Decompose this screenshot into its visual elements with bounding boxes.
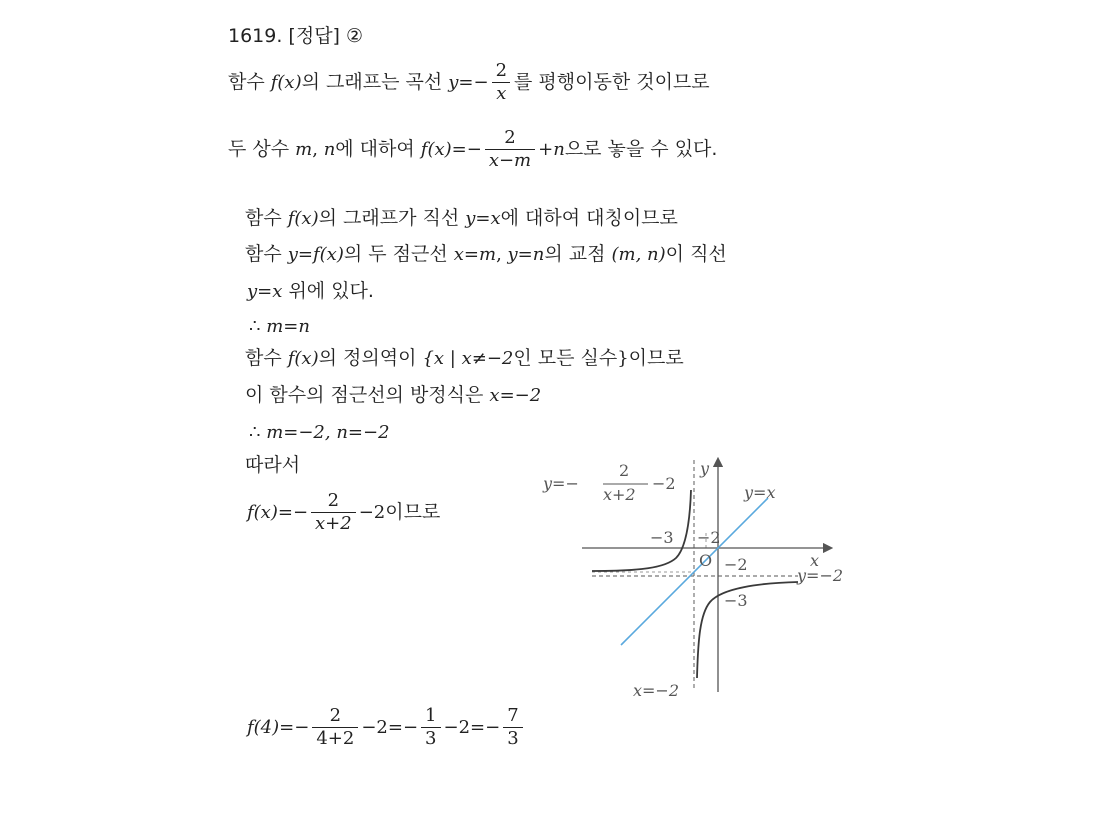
v-asymptote-label: x=−2	[633, 681, 680, 700]
answer-mark: ②	[346, 25, 364, 47]
eq-yx: y=x	[465, 208, 501, 229]
term: −2=−	[361, 717, 419, 738]
denominator: 3	[503, 727, 522, 750]
comma: ,	[496, 244, 508, 265]
fx-expr: f(x)	[247, 502, 278, 523]
origin-label: O	[699, 551, 713, 570]
denominator: x	[492, 82, 510, 105]
text: 함수	[245, 243, 288, 265]
numerator: 2	[495, 60, 508, 81]
plus: +	[538, 139, 554, 160]
eq-mn-values: m=−2, n=−2	[266, 422, 390, 443]
equals-minus: =−	[277, 502, 309, 523]
text: 의 그래프는 곡선	[301, 71, 449, 93]
tick-neg2-y: −2	[697, 528, 721, 547]
fx-expr: f(x)	[287, 208, 319, 229]
point-mn: (m, n)	[611, 244, 666, 265]
line-label: y=x	[744, 483, 776, 502]
n-var: n	[553, 139, 565, 160]
curve-label	[542, 461, 676, 504]
tick-neg3-y: −3	[724, 591, 748, 610]
numerator: 2	[329, 705, 342, 726]
text: 에 대하여	[335, 138, 421, 160]
text: 위에 있다.	[282, 280, 374, 302]
text: 의 교점	[544, 243, 612, 265]
curve-label-den: x+2	[603, 485, 636, 504]
denominator: x−m	[485, 149, 535, 172]
f4-expr: f(4)	[247, 717, 280, 738]
curve-label-suffix: −2	[652, 474, 676, 493]
therefore-symbol: ∴	[249, 422, 267, 443]
comma: ,	[312, 139, 324, 160]
eq-yx: y=x	[247, 281, 283, 302]
numerator: 7	[507, 705, 519, 726]
problem-number: 1619. [정답]	[228, 25, 347, 47]
eq-yn: y=n	[507, 244, 545, 265]
denominator: 3	[421, 727, 440, 750]
curve-label-num: 2	[619, 461, 630, 480]
numerator: 2	[327, 490, 340, 511]
denominator: 4+2	[312, 727, 358, 750]
text: 의 그래프가 직선	[318, 207, 466, 229]
text: 함수	[245, 347, 288, 369]
text: 이므로	[385, 501, 441, 523]
eq-xm: x=m	[453, 244, 497, 265]
curve-label-prefix: y=−	[543, 474, 579, 493]
set-close: }	[617, 348, 629, 369]
x-axis-label: x	[810, 551, 820, 570]
text: 이 직선	[665, 243, 727, 265]
equals-minus: =−	[451, 139, 482, 160]
text: 이므로	[628, 347, 684, 369]
fx-expr: f(x)	[270, 72, 302, 93]
h-asymptote-label: y=−2	[797, 566, 844, 585]
text: 두 상수	[228, 138, 296, 160]
eq-yfx: y=f(x)	[287, 244, 344, 265]
y-axis-label: y	[700, 459, 710, 478]
tick-neg3-x: −3	[650, 528, 674, 547]
eq-x-neg2: x=−2	[489, 385, 542, 406]
therefore-symbol: ∴	[249, 316, 267, 337]
y-var: y	[448, 72, 459, 93]
set-open: {x | x≠−2	[422, 348, 514, 369]
tail-term: −2	[358, 502, 386, 523]
text: 따라서	[245, 454, 301, 476]
text: 를 평행이동한 것이므로	[514, 71, 710, 93]
numerator: 1	[425, 705, 437, 726]
text: 이 함수의 점근선의 방정식은	[245, 384, 490, 406]
numerator: 2	[504, 127, 516, 148]
denominator: x+2	[311, 512, 356, 535]
text: 의 정의역이	[318, 347, 423, 369]
text: 함수	[245, 207, 288, 229]
n-var: n	[323, 139, 336, 160]
fx-expr: f(x)	[420, 139, 452, 160]
eq-mn: m=n	[266, 316, 310, 337]
m-var: m	[295, 139, 313, 160]
text: 에 대하여 대칭이므로	[500, 207, 678, 229]
equals-minus: =−	[458, 72, 489, 93]
fx-expr: f(x)	[287, 348, 319, 369]
text: 의 두 점근선	[343, 243, 454, 265]
equals-minus: =−	[279, 717, 310, 738]
text: 함수	[228, 71, 271, 93]
text: 인 모든 실수	[513, 347, 618, 369]
tick-neg2-x: −2	[724, 555, 748, 574]
term: −2=−	[443, 717, 501, 738]
text: 으로 놓을 수 있다.	[564, 138, 718, 160]
